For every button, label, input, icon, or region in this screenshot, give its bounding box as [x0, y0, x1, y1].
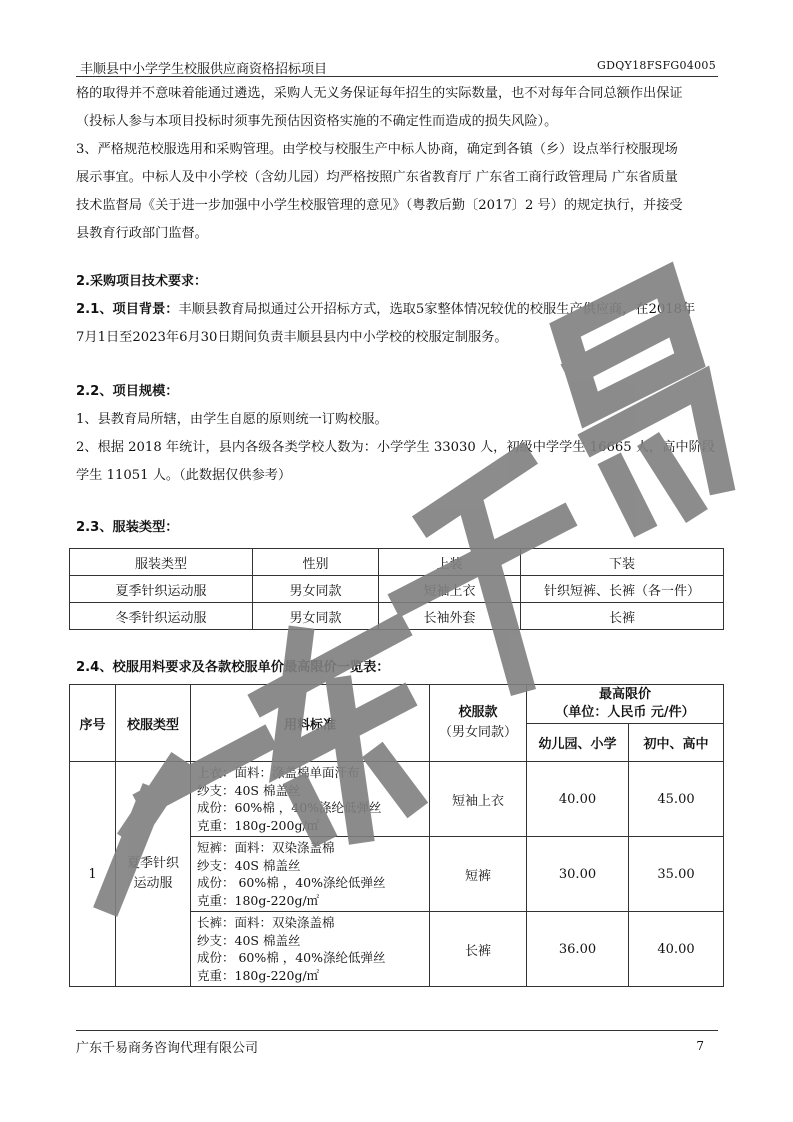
price-cell: 36.00	[527, 912, 629, 987]
material-cell	[191, 762, 430, 837]
header-type: 校服类型	[116, 685, 191, 762]
section-2-1-text: 丰顺县教育局拟通过公开招标方式，选取5家整体情况较优的校服生产供应商，在2018年	[178, 302, 696, 317]
table-header-cell: 下装	[521, 549, 724, 576]
table-cell: 长裤	[521, 603, 724, 630]
material-line: 纱支：40S 棉盖丝	[197, 932, 301, 948]
table-header-row	[70, 549, 724, 576]
section-2	[76, 268, 724, 352]
material-line: 上衣：面料：涤盖棉单面汗布	[197, 765, 360, 780]
material-line: 克重：180g-200g/㎡	[197, 817, 320, 833]
table-cell: 男女同款	[253, 603, 379, 630]
material-line: 短裤：面料：双染涤盖棉	[197, 840, 335, 855]
style-cell: 短袖上衣	[430, 762, 527, 837]
material-line: 纱支：40S 棉盖丝	[197, 857, 301, 873]
material-cell	[191, 912, 430, 987]
table-header-cell: 服装类型	[70, 549, 253, 576]
item-3-line: 县教育行政部门监督。	[76, 226, 208, 241]
table-cell: 冬季针织运动服	[70, 603, 253, 630]
price-limit-table	[69, 684, 724, 987]
table-cell: 短袖上衣	[379, 576, 521, 603]
table-cell: 男女同款	[253, 576, 379, 603]
section-2-3	[76, 514, 724, 542]
header-no: 序号	[70, 685, 116, 762]
table-header-row	[70, 685, 724, 724]
price-cell: 30.00	[527, 837, 629, 912]
table-row	[70, 762, 724, 837]
material-line: 成份：60%棉 ，40%涤纶低弹丝	[197, 800, 382, 815]
item-3-line: 技术监督局《关于进一步加强中小学生校服管理的意见》（粤教后勤〔2017〕2 号）的规定执行，并接受	[76, 198, 683, 213]
header-limit-unit: （单位：人民币 元/件）	[555, 705, 695, 720]
header-middle: 初中、高中	[629, 724, 724, 762]
project-title: 丰顺县中小学学生校服供应商资格招标项目	[80, 62, 328, 77]
price-cell: 40.00	[629, 912, 724, 987]
clothing-type-table	[69, 548, 724, 630]
material-line: 成份： 60%棉 ，40%涤纶低弹丝	[197, 875, 386, 890]
section-2-1	[76, 296, 724, 324]
material-line: 纱支：40S 棉盖丝	[197, 782, 301, 798]
page-header	[76, 56, 718, 77]
material-line: 长裤：面料：双染涤盖棉	[197, 915, 335, 930]
intro-block	[76, 80, 724, 248]
price-cell: 35.00	[629, 837, 724, 912]
section-2-2-item: 1、县教育局所辖，由学生自愿的原则统一订购校服。	[76, 412, 388, 427]
intro-line: 格的取得并不意味着能通过遴选，采购人无义务保证每年招生的实际数量，也不对每年合同总额作出保证	[76, 86, 683, 101]
table-cell: 针织短裤、长裤（各一件）	[521, 576, 724, 603]
section-2-1-text2: 7月1日至2023年6月30日期间负责丰顺县县内中小学校的校服定制服务。	[76, 330, 508, 345]
material-line: 成份： 60%棉 ，40%涤纶低弹丝	[197, 950, 386, 965]
style-cell: 短裤	[430, 837, 527, 912]
header-style-note: （男女同款）	[438, 725, 517, 740]
material-line: 克重：180g-220g/㎡	[197, 892, 320, 908]
section-2-2	[76, 378, 724, 490]
table-row	[70, 576, 724, 603]
table-header-cell: 性别	[253, 549, 379, 576]
page-number: 7	[696, 1039, 704, 1053]
material-line: 克重：180g-220g/㎡	[197, 967, 320, 983]
section-2-1-label: 2.1、项目背景：	[76, 302, 179, 317]
row-no: 1	[70, 762, 116, 987]
project-code: GDQY18FSFG04005	[597, 59, 716, 72]
section-2-3-title: 2.3、服装类型：	[76, 520, 179, 535]
table-cell: 夏季针织运动服	[70, 576, 253, 603]
header-limit-label: 最高限价	[598, 687, 651, 702]
item-3-line: 3、严格规范校服选用和采购管理。由学校与校服生产中标人协商，确定到各镇（乡）设点举行校服现场	[76, 142, 678, 157]
footer-company: 广东千易商务咨询代理有限公司	[76, 1041, 259, 1056]
header-material: 用料标准	[191, 685, 430, 762]
section-2-4-title: 2.4、校服用料要求及各款校服单价最高限价一览表：	[76, 660, 390, 675]
header-style-label: 校服款	[458, 705, 498, 720]
section-2-title: 2.采购项目技术要求：	[76, 274, 207, 289]
section-2-2-title: 2.2、项目规模：	[76, 384, 179, 399]
table-cell: 长袖外套	[379, 603, 521, 630]
table-row	[70, 603, 724, 630]
header-primary: 幼儿园、小学	[527, 724, 629, 762]
header-style	[430, 685, 527, 762]
material-cell	[191, 837, 430, 912]
price-cell: 45.00	[629, 762, 724, 837]
style-cell: 长裤	[430, 912, 527, 987]
section-2-2-item: 学生 11051 人。（此数据仅供参考）	[76, 468, 292, 483]
header-limit	[527, 685, 724, 724]
page-footer	[76, 1030, 718, 1056]
row-type: 夏季针织运动服	[116, 762, 191, 987]
item-3-line: 展示事宜。中标人及中小学校（含幼儿园）均严格按照广东省教育厅 广东省工商行政管理局 广东省质量	[76, 170, 678, 185]
price-cell: 40.00	[527, 762, 629, 837]
table-header-cell: 上装	[379, 549, 521, 576]
intro-line: （投标人参与本项目投标时须事先预估因资格实施的不确定性而造成的损失风险）。	[76, 114, 558, 129]
section-2-4	[76, 654, 724, 682]
section-2-2-item: 2、根据 2018 年统计，县内各级各类学校人数为：小学学生 33030 人，初级中学学生 16665 人，高中阶段	[76, 440, 715, 455]
